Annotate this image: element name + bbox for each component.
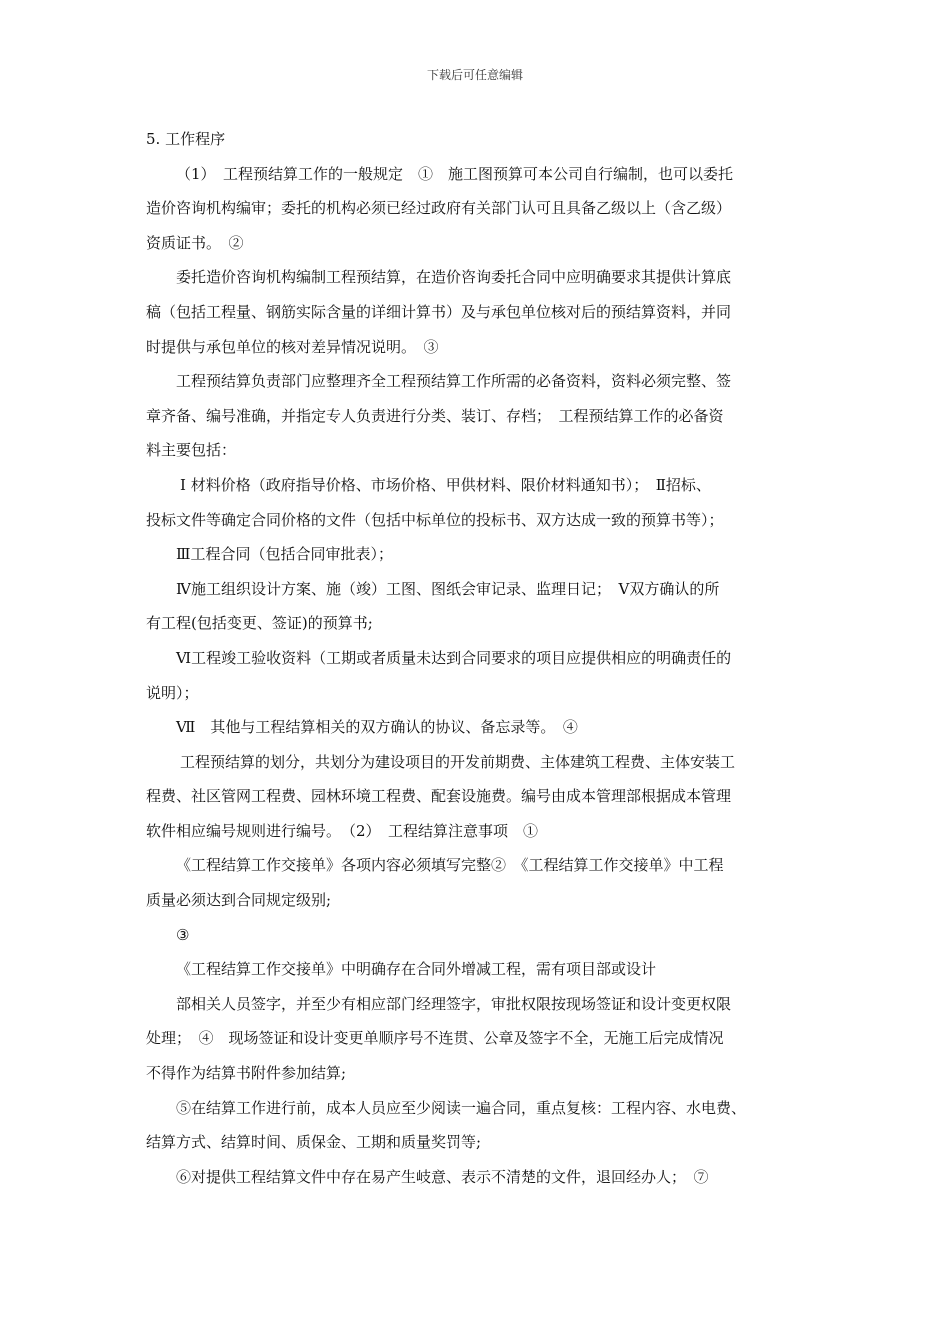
text-line: ⑥对提供工程结算文件中存在易产生岐意、表示不清楚的文件，退回经办人； ⑦ [176,1167,709,1186]
text-line: Ⅶ 其他与工程结算相关的双方确认的协议、备忘录等。 ④ [176,718,578,737]
text-line: 时提供与承包单位的核对差异情况说明。 ③ [146,337,439,356]
text-line: 有工程(包括变更、签证)的预算书; [146,614,373,633]
text-line: Ⅵ工程竣工验收资料（工期或者质量未达到合同要求的项目应提供相应的明确责任的 [176,648,732,667]
text-line: 程费、社区管网工程费、园林环境工程费、配套设施费。编号由成本管理部根据成本管理 [146,787,732,806]
page-header: 下载后可任意编辑 [426,68,523,82]
section-heading: 5. 工作程序 [146,130,226,148]
text-line: 质量必须达到合同规定级别; [146,891,332,910]
text-line: 料主要包括： [146,441,237,460]
text-line: 工程预结算的划分，共划分为建设项目的开发前期费、主体建筑工程费、主体安装工 [180,752,736,771]
text-line: 说明）； [146,683,199,702]
text-line: 不得作为结算书附件参加结算; [146,1064,347,1083]
text-line: Ⅰ 材料价格（政府指导价格、市场价格、甲供材料、限价材料通知书）； Ⅱ招标、 [180,475,711,494]
text-line: 投标文件等确定合同价格的文件（包括中标单位的投标书、双方达成一致的预算书等）； [146,510,724,529]
text-line: 委托造价咨询机构编制工程预结算，在造价咨询委托合同中应明确要求其提供计算底 [176,268,732,287]
text-line: 部相关人员签字，并至少有相应部门经理签字，审批权限按现场签证和设计变更权限 [176,994,732,1013]
text-line: 《工程结算工作交接单》中明确存在合同外增减工程，需有项目部或设计 [176,960,657,979]
text-line: Ⅲ工程合同（包括合同审批表）； [176,545,393,564]
text-line: 软件相应编号规则进行编号。 （2） 工程结算注意事项 ① [146,821,539,840]
body-text [146,122,810,1194]
text-line: 章齐备、编号准确，并指定专人负责进行分类、装订、存档； 工程预结算工作的必备资 [146,406,724,425]
text-line: Ⅳ施工组织设计方案、施（竣）工图、图纸会审记录、监理日记； Ⅴ双方确认的所 [176,579,720,598]
text-line: （1） 工程预结算工作的一般规定 ① 施工图预算可本公司自行编制，也可以委托 [176,164,734,183]
text-line: 结算方式、结算时间、质保金、工期和质量奖罚等; [146,1133,482,1152]
text-line: 工程预结算负责部门应整理齐全工程预结算工作所需的必备资料，资料必须完整、签 [176,372,732,391]
text-line: 造价咨询机构编审；委托的机构必须已经过政府有关部门认可且具备乙级以上（含乙级） [146,199,732,218]
text-line: 稿（包括工程量、钢筋实际含量的详细计算书）及与承包单位核对后的预结算资料，并同 [146,302,732,321]
text-line: 资质证书。 ② [146,233,244,252]
text-line: 《工程结算工作交接单》各项内容必须填写完整② 《工程结算工作交接单》中工程 [176,856,724,875]
text-line: ⑤在结算工作进行前，成本人员应至少阅读一遍合同，重点复核：工程内容、水电费、 [176,1098,747,1117]
text-line: 处理； ④ 现场签证和设计变更单顺序号不连贯、公章及签字不全，无施工后完成情况 [146,1029,724,1048]
text-line: ③ [176,925,190,944]
